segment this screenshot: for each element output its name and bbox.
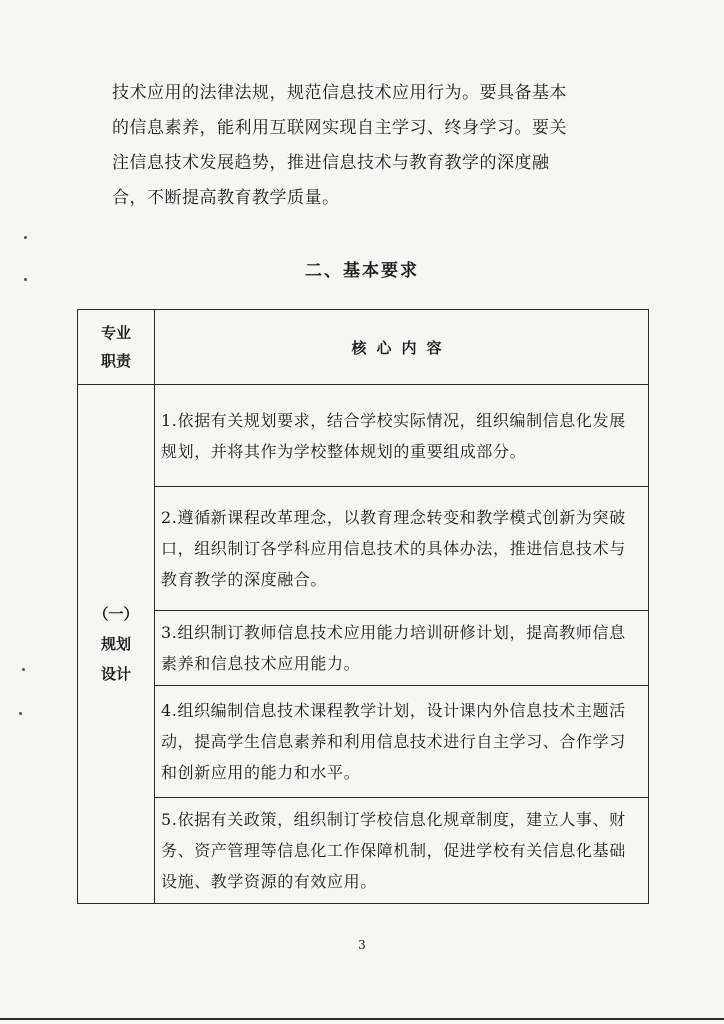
intro-line: 合，不断提高教育教学质量。 bbox=[112, 188, 340, 208]
intro-line: 的信息素养，能利用互联网实现自主学习、终身学习。要关 bbox=[112, 118, 567, 138]
category-line: （一） bbox=[93, 605, 139, 623]
table-row bbox=[78, 798, 649, 904]
section-heading: 二、基本要求 bbox=[305, 261, 419, 281]
requirements-table bbox=[77, 309, 649, 904]
header-duty-line: 职责 bbox=[100, 352, 131, 370]
content-cell: 4.组织编制信息技术课程教学计划，设计课内外信息技术主题活动，提高学生信息素养和利用信息技术进行自主学习、合作学习和创新应用的能力和水平。 bbox=[155, 686, 649, 798]
page-number: 3 bbox=[358, 938, 366, 952]
content-cell: 3.组织制订教师信息技术应用能力培训研修计划，提高教师信息素养和信息技术应用能力。 bbox=[155, 611, 649, 686]
category-line: 设计 bbox=[100, 665, 131, 683]
content-cell: 5.依据有关政策，组织制订学校信息化规章制度，建立人事、财务、资产管理等信息化工作保障机制，促进学校有关信息化基础设施、教学资源的有效应用。 bbox=[155, 798, 649, 904]
scan-speck bbox=[19, 712, 22, 715]
table-row bbox=[78, 487, 649, 611]
content-cell: 1.依据有关规划要求，结合学校实际情况，组织编制信息化发展规划，并将其作为学校整体规划的重要组成部分。 bbox=[155, 385, 649, 487]
category-line: 规划 bbox=[100, 635, 131, 653]
header-duty-line: 专业 bbox=[100, 324, 131, 342]
table-row bbox=[78, 385, 649, 487]
table-row bbox=[78, 611, 649, 686]
intro-line: 注信息技术发展趋势，推进信息技术与教育教学的深度融 bbox=[112, 153, 550, 173]
intro-paragraph bbox=[112, 76, 632, 216]
category-cell bbox=[78, 385, 155, 904]
table-header-row bbox=[78, 310, 649, 385]
header-core-content: 核心内容 bbox=[155, 310, 649, 385]
intro-line: 技术应用的法律法规，规范信息技术应用行为。要具备基本 bbox=[112, 83, 567, 103]
table-row bbox=[78, 686, 649, 798]
content-cell: 2.遵循新课程改革理念，以教育理念转变和教学模式创新为突破口，组织制订各学科应用信息技术的具体办法，推进信息技术与教育教学的深度融合。 bbox=[155, 487, 649, 611]
header-duty bbox=[78, 310, 155, 385]
scan-speck bbox=[24, 236, 27, 239]
bottom-rule bbox=[0, 1018, 724, 1020]
scan-speck bbox=[22, 668, 25, 671]
